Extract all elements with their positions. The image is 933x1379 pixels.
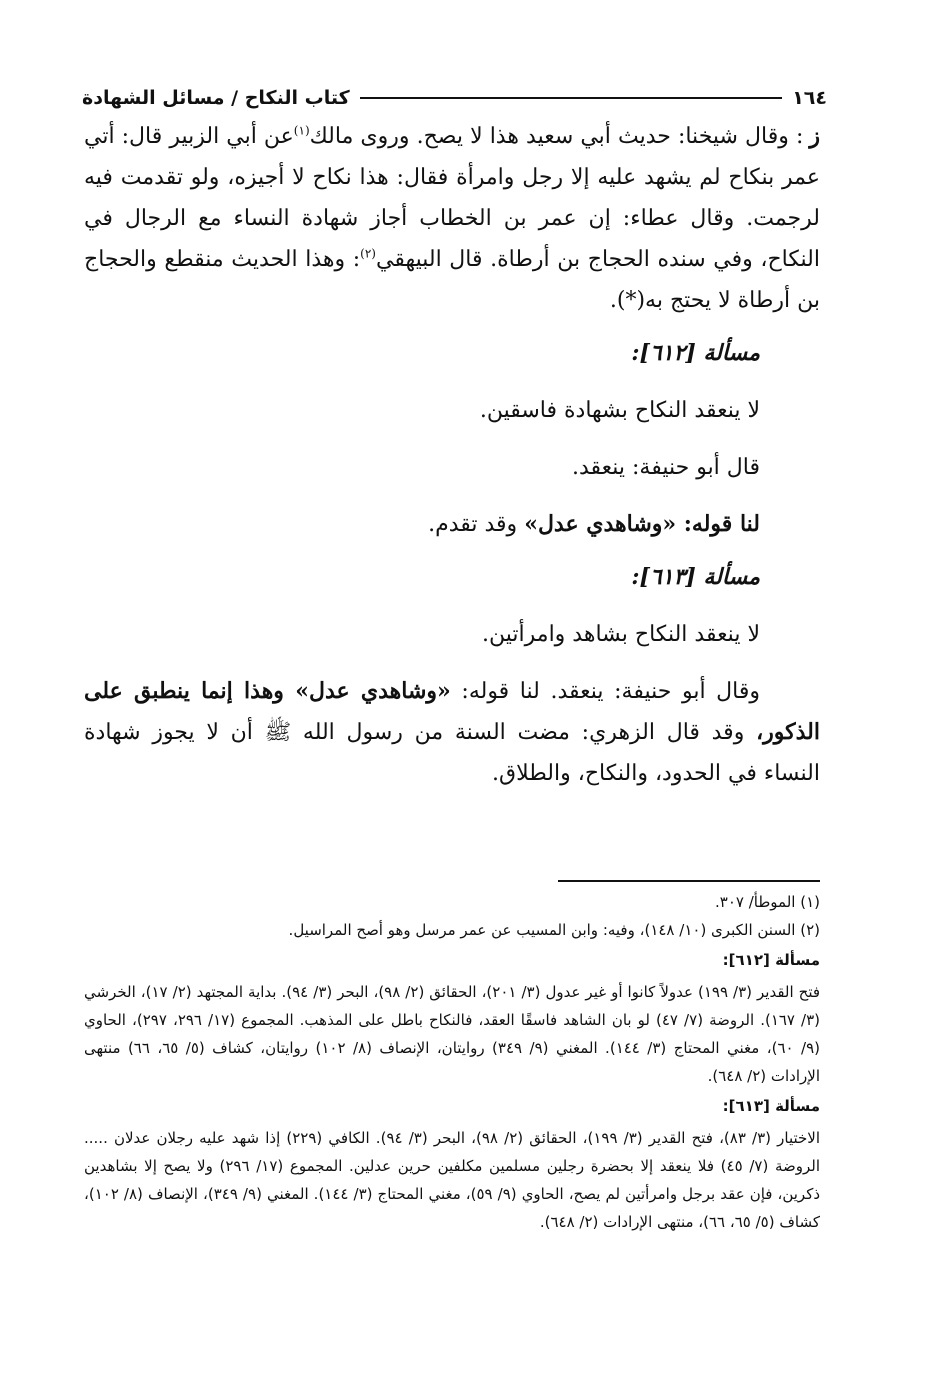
footnote-2: (٢) السنن الكبرى (١٠/ ١٤٨)، وفيه: وابن المسيب عن عمر مرسل وهو أصح المراسيل. [288, 921, 820, 939]
footnote-613-text: الاختيار (٣/ ٨٣)، فتح القدير (٣/ ١٩٩)، الحقائق (٢/ ٩٨)، البحر (٣/ ٩٤). الكافي (٢٢٩) إذا شهد عليه رجلان عدلان ..... الروضة (٧/ ٤٥) فلا ينعقد إلا بحضرة رجلين مسلمين مكلفين حرين عدلين. المجموع (١٧/ ٢٩٦) ولا يصح إلا بشاهدين ذكرين، فإن عقد برجل وامرأتين لم يصح، الحاوي (٩/ ٥٩)، مغني المحتاج (٣/ ١٤٤). المغني (٩/ ٣٤٩)، الإنصاف (٨/ ١٠٢)، كشاف (٥/ ٦٥، ٦٦)، منتهى الإرادات (٢/ ٦٤٨). [84, 1129, 821, 1231]
issue-612-abu-hanifa: قال أبو حنيفة: ينعقد. [571, 455, 760, 480]
opening-paragraph [84, 116, 820, 321]
para1-part2: عن أبي الزبير قال: أتي عمر بنكاح لم يشهد عليه إلا رجل وامرأة فقال: هذا نكاح لا أجيزه، ولو تقدمت فيه لرجمت. وقال عطاء: إن عمر بن الخطاب أجاز شهادة النساء مع الرجال في النكاح، وفي سنده الحجاج بن أرطاة. قال البيهقي [84, 124, 820, 272]
issue-612-evidence-bold: لنا قوله: «وشاهدي عدل» [524, 511, 760, 537]
issue-612-evidence-rest: وقد تقدم. [428, 512, 518, 537]
main-text [84, 116, 820, 794]
footnote-ref-1[interactable]: (١) [293, 123, 310, 138]
issue-613-part2: وقد قال الزهري: مضت السنة من رسول الله ﷺ أن لا يجوز شهادة النساء في الحدود، والنكاح، والطلاق. [84, 720, 820, 786]
footnote-612-text: فتح القدير (٣/ ١٩٩) عدولاً كانوا أو غير عدول (٣/ ٢٠١)، الحقائق (٢/ ٩٨)، البحر (٣/ ٩٤). بداية المجتهد (٢/ ١٧)، الخرشي (٣/ ١٦٧). الروضة (٧/ ٤٧) لو بان الشاهد فاسقًا العقد، فالنكاح باطل على المذهب. المجموع (١٧/ ٢٩٦، ٢٩٧)، الحاوي (٩/ ٦٠)، مغني المحتاج (٣/ ١٤٤). المغني (٩/ ٣٤٩) روايتان، الإنصاف (٨/ ١٠٢) روايتان، كشاف (٥/ ٦٥، ٦٦) منتهى الإرادات (٢/ ٦٤٨). [84, 983, 821, 1085]
footnote-ref-2[interactable]: (٢) [360, 246, 376, 261]
issue-613-rule: لا ينعقد النكاح بشاهد وامرأتين. [482, 622, 760, 647]
issue-612-evidence [84, 504, 820, 545]
chapter-title: كتاب النكاح / مسائل الشهادة [82, 87, 350, 109]
footnote-separator [558, 880, 820, 882]
issue-612-rule: لا ينعقد النكاح بشهادة فاسقين. [479, 398, 760, 423]
marker-letter: ز [809, 123, 820, 149]
header-rule [360, 97, 783, 99]
footnote-612-label: مسألة [٦١٢]: [722, 951, 820, 969]
footnote-1: (١) الموطأ/ ٣٠٧. [715, 893, 820, 911]
para1-part1: : وقال شيخنا: حديث أبي سعيد هذا لا يصح. وروى مالك [309, 124, 804, 149]
issue-612-heading: مسألة [٦١٢]: [631, 340, 760, 366]
footnotes [84, 888, 820, 1236]
para1-part3: : وهذا الحديث منقطع والحجاج بن أرطاة لا يحتج به(*). [84, 247, 820, 313]
issue-613-bold: «وشاهدي عدل» وهذا إنما ينطبق على الذكور، [84, 678, 820, 745]
footnote-613-label: مسألة [٦١٣]: [722, 1097, 820, 1115]
issue-613-part1: وقال أبو حنيفة: ينعقد. لنا قوله: [461, 679, 760, 704]
issue-613-heading: مسألة [٦١٣]: [631, 564, 760, 590]
page-number: ١٦٤ [792, 87, 827, 109]
issue-613-discussion [84, 671, 820, 794]
running-header [82, 84, 827, 112]
